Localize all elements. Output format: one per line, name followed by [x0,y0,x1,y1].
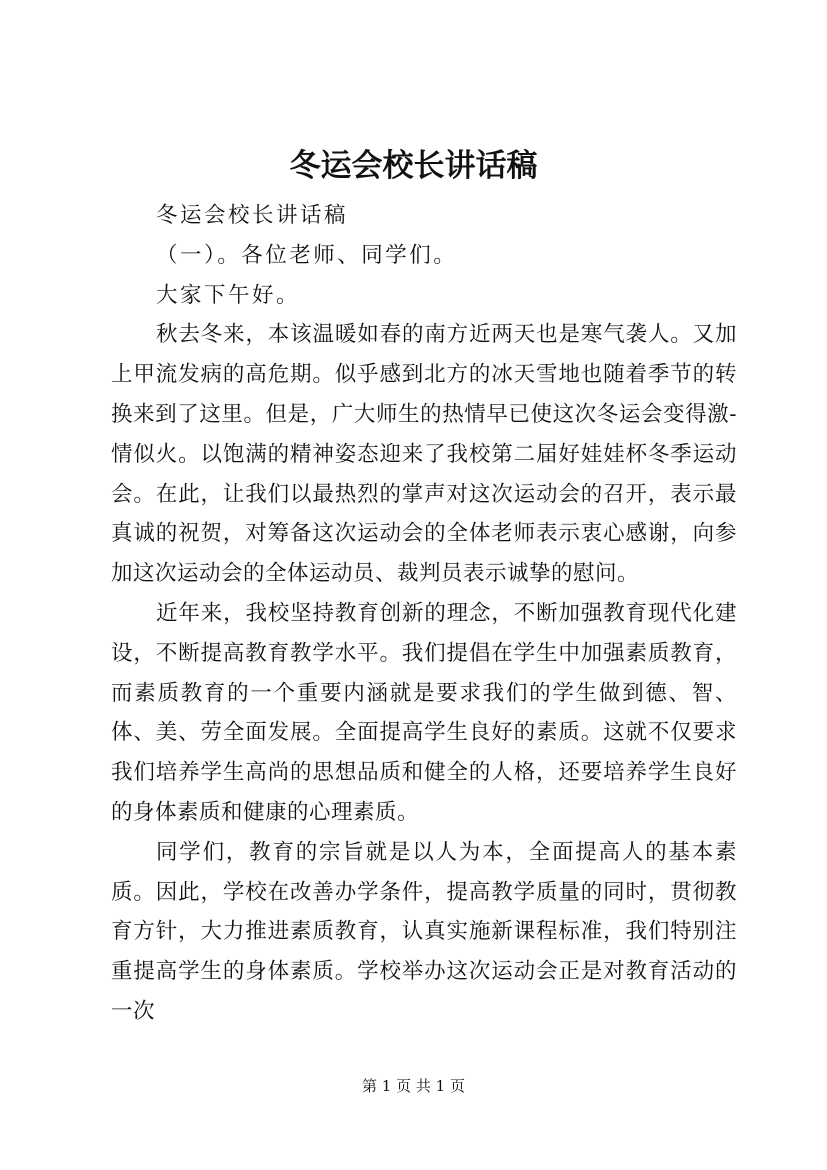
paragraph-opening: 秋去冬来，本该温暖如春的南方近两天也是寒气袭人。又加上甲流发病的高危期。似乎感到北方的冰天雪地也随着季节的转换来到了这里。但是，广大师生的热情早已使这次冬运会变得激-情似火。以饱满的精神姿态迎来了我校第二届好娃娃杯冬季运动会。在此，让我们以最热烈的掌声对这次运动会的召开，表示最真诚的祝贺，对筹备这次运动会的全体老师表示衷心感谢，向参加这次运动会的全体运动员、裁判员表示诚挚的慰问。 [111,322,737,587]
paragraph-education-purpose: 同学们，教育的宗旨就是以人为本，全面提高人的基本素质。因此，学校在改善办学条件，提高教学质量的同时，贯彻教育方针，大力推进素质教育，认真实施新课程标准，我们特别注重提高学生的身体素质。学校举办这次运动会正是对教育活动的一次 [111,839,737,1024]
paragraph-subtitle: 冬运会校长讲话稿 [156,203,349,228]
page-footer: 第 1 页 共 1 页 [362,1077,465,1095]
paragraph-salutation: 大家下午好。 [156,282,301,308]
document-body [111,196,737,1032]
paragraph-greeting: （一）。各位老师、同学们。 [156,242,458,268]
paragraph-education-reform: 近年来，我校坚持教育创新的理念，不断加强教育现代化建设，不断提高教育教学水平。我们提倡在学生中加强素质教育，而素质教育的一个重要内涵就是要求我们的学生做到德、智、体、美、劳全面发展。全面提高学生良好的素质。这就不仅要求我们培养学生高尚的思想品质和健全的人格，还要培养学生良好的身体素质和健康的心理素质。 [111,600,737,825]
document-title: 冬运会校长讲话稿 [289,148,538,184]
